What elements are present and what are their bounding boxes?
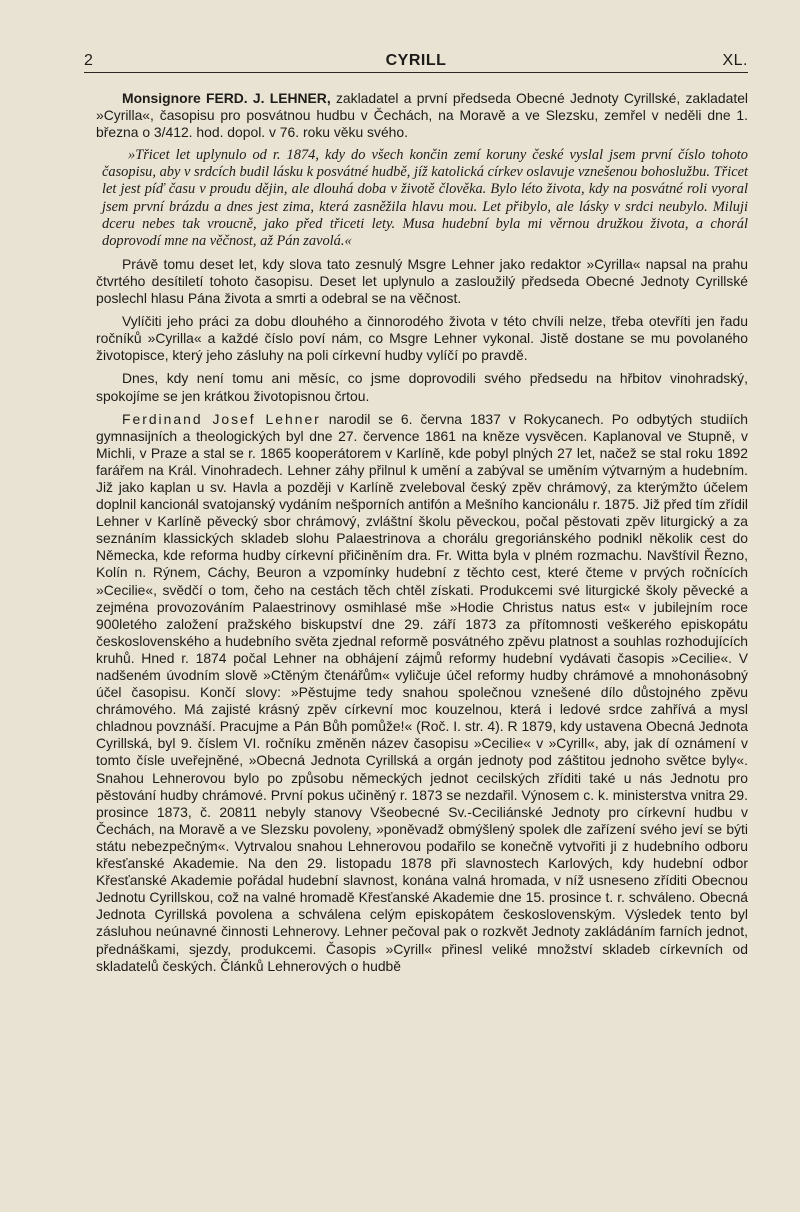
running-head: [84, 46, 748, 73]
quote-paragraph: »Třicet let uplynulo od r. 1874, kdy do všech končin zemí koruny české vyslal jsem první číslo tohoto časopisu, aby v srdcích budil lásku k posvátné hudbě, jíž katolická církev oslavuje vznešenou bohoslužbu. Třicet let jest píď času v proudu dějin, ale dlouhá doba v životě člověka. Bylo léto života, kdy na posvátné roli vyoral jsem první brázdu a dnes jest zima, která zasněžila hlavu mou. Let přibylo, ale lásky v srdci neubylo. Miluji dceru nebes tak vroucně, jako před třiceti lety. Musa hudební byla mi věrnou družkou života, a chorál doprovodí mne na věčnost, až Pán zavolá.«: [102, 147, 748, 249]
page-number: 2: [84, 52, 93, 69]
paragraph-text: zakladatel a první předseda Obecné Jednoty Cyrillské, zakladatel »Cyrilla«, časopisu pro posvátnou hudbu v Čechách, na Moravě a ve Slezsku, zemřel v neděli dne 1. března o 3/412. hod. dopol. v 76. roku věku svého.: [96, 90, 749, 141]
body-paragraph: Vylíčiti jeho práci za dobu dlouhého a činnorodého života v této chvíli nelze, třeba otevříti jen řadu ročníků »Cyrilla« a každé číslo poví nám, co Msgre Lehner vykonal. Jistě dostane se mu povolaného životopisce, který jeho zásluhy na poli církevní hudby vylíčí po pravdě.: [96, 313, 748, 364]
biography-paragraph: [96, 411, 748, 975]
spaced-name: Ferdinand Josef Lehner: [122, 410, 321, 427]
paragraph-text: narodil se 6. června 1837 v Rokycanech. Po odbytých studiích gymnasijních a theologických byl dne 27. července 1861 na kněze vysvěcen. Kaplanoval ve Stupně, v Michli, v Praze a stal se r. 1865 kooperátorem v Karlíně, kde pobyl plných 27 let, načež se stal roku 1892 farářem na Král. Vinohradech. Lehner záhy přilnul k umění a zabýval se uměním výtvarným a hudebním. Již jako kaplan u sv. Havla a později v Karlíně zveleboval český zpěv chrámový, za kterýmžto účelem doplnil kancionál svatojanský vydáním nešporních antifón a Mešního kancionálu r. 1875. Již před tím zřídil Lehner v Karlíně pěvecký sbor chrámový, zvláštní školu pěveckou, počal pěstovati zpěv liturgický a za seznáním klassických skladeb slohu Palaestrinova a chorálu gregoriánského podnikl několik cest do Německa, kde reforma hudby církevní přičiněním dra. Fr. Witta byla v plném rozmachu. Navštívil Řezno, Kolín n. Rýnem, Cáchy, Beuron a vzpomínky hudební z těchto cest, které čteme v prvých ročnících »Cecilie«, svědčí o tom, čeho na cestách těch chtěl získati. Produkcemi své liturgické školy pěvecké a zejména provozováním Palaestrinovy osmihlasé mše »Hodie Christus natus est« v jubilejním roce 900letého založení pražského biskupství dne 29. září 1873 za přítomnosti veškerého episkopátu československého a hudebního světa zjednal reformě posvátného zpěvu platnost a souhlas rozhodujících kruhů. Hned r. 1874 počal Lehner na obhájení zájmů reformy hudební vydávati časopis »Cecilie«. V nadšeném úvodním slově »Ctěným čtenářům« vyličuje účel reformy hudby chrámové a mnohonásobný účel časopisu. Končí slovy: »Pěstujme tedy snahou společnou vznešené dílo důstojného zpěvu chrámového. Má zajisté krásný zpěv církevní moc kouzelnou, která i ledové srdce zahřívá a mysl chladnou povznáší. Pracujme a Pán Bůh pomůže!« (Roč. I. str. 4). R 1879, kdy ustavena Obecná Jednota Cyrillská, byl 9. číslem VI. ročníku změněn název časopisu »Cecilie« v »Cyrill«, aby, jak dí oznámení v tomto čísle uveřejněné, »Obecná Jednota Cyrillská a orgán jednoty pod záštitou jednoho světce byly«. Snahou Lehnerovou bylo po způsobu německých jednot cecilských zříditi také u nás Jednotu pro pěstování hudby chrámové. První pokus učiněný r. 1873 se nezdařil. Výnosem c. k. ministerstva vnitra 29. prosince 1873, č. 20811 nebyly stanovy Všeobecné Sv.-Ceciliánské Jednoty pro církevní hudbu v Čechách, na Moravě a ve Slezsku povoleny, »poněvadž obmýšlený spolek dle zařízení svého jeví se býti státu nebezpečným«. Vytrvalou snahou Lehnerovou podařilo se konečně vytvořiti ji z hudebního odboru křesťanské Akademie. Na den 29. listopadu 1878 při slavnostech Karlových, kdy hudební odbor Křesťanské Akademie pořádal hudební slavnost, konána valná hromada, v níž usneseno zříditi Obecnou Jednotu Cyrillskou, což na valné hromadě Křesťanské Akademie dne 15. prosince t. r. schváleno. Obecná Jednota Cyrillská povolena a schválena celým episkopátem československým. Výsledek tento byl zásluhou neúnavné činnosti Lehnerovy. Lehner pečoval pak o rozkvět Jednoty zakládáním farních jednot, přednáškami, sjezdy, produkcemi. Časopis »Cyrill« přinesl veliké množství skladeb církevních od skladatelů českých. Článků Lehnerových o hudbě: [96, 410, 748, 974]
article-body: [96, 90, 748, 981]
journal-title: CYRILL: [385, 52, 447, 69]
body-paragraph: Právě tomu deset let, kdy slova tato zesnulý Msgre Lehner jako redaktor »Cyrilla« napsal na prahu čtvrtého desítiletí tohoto časopisu. Deset let uplynulo a zasloužilý předseda Obecné Jednoty Cyrillské poslechl hlasu Pána života a smrti a odebral se na věčnost.: [96, 255, 748, 307]
body-paragraph: Dnes, kdy není tomu ani měsíc, co jsme doprovodili svého předsedu na hřbitov vinohradský, spokojíme se jen krátkou životopisnou črtou.: [96, 370, 748, 404]
obituary-intro-paragraph: [96, 90, 748, 141]
obituary-name: Monsignore FERD. J. LEHNER,: [122, 90, 331, 106]
volume-number: XL.: [722, 52, 748, 69]
